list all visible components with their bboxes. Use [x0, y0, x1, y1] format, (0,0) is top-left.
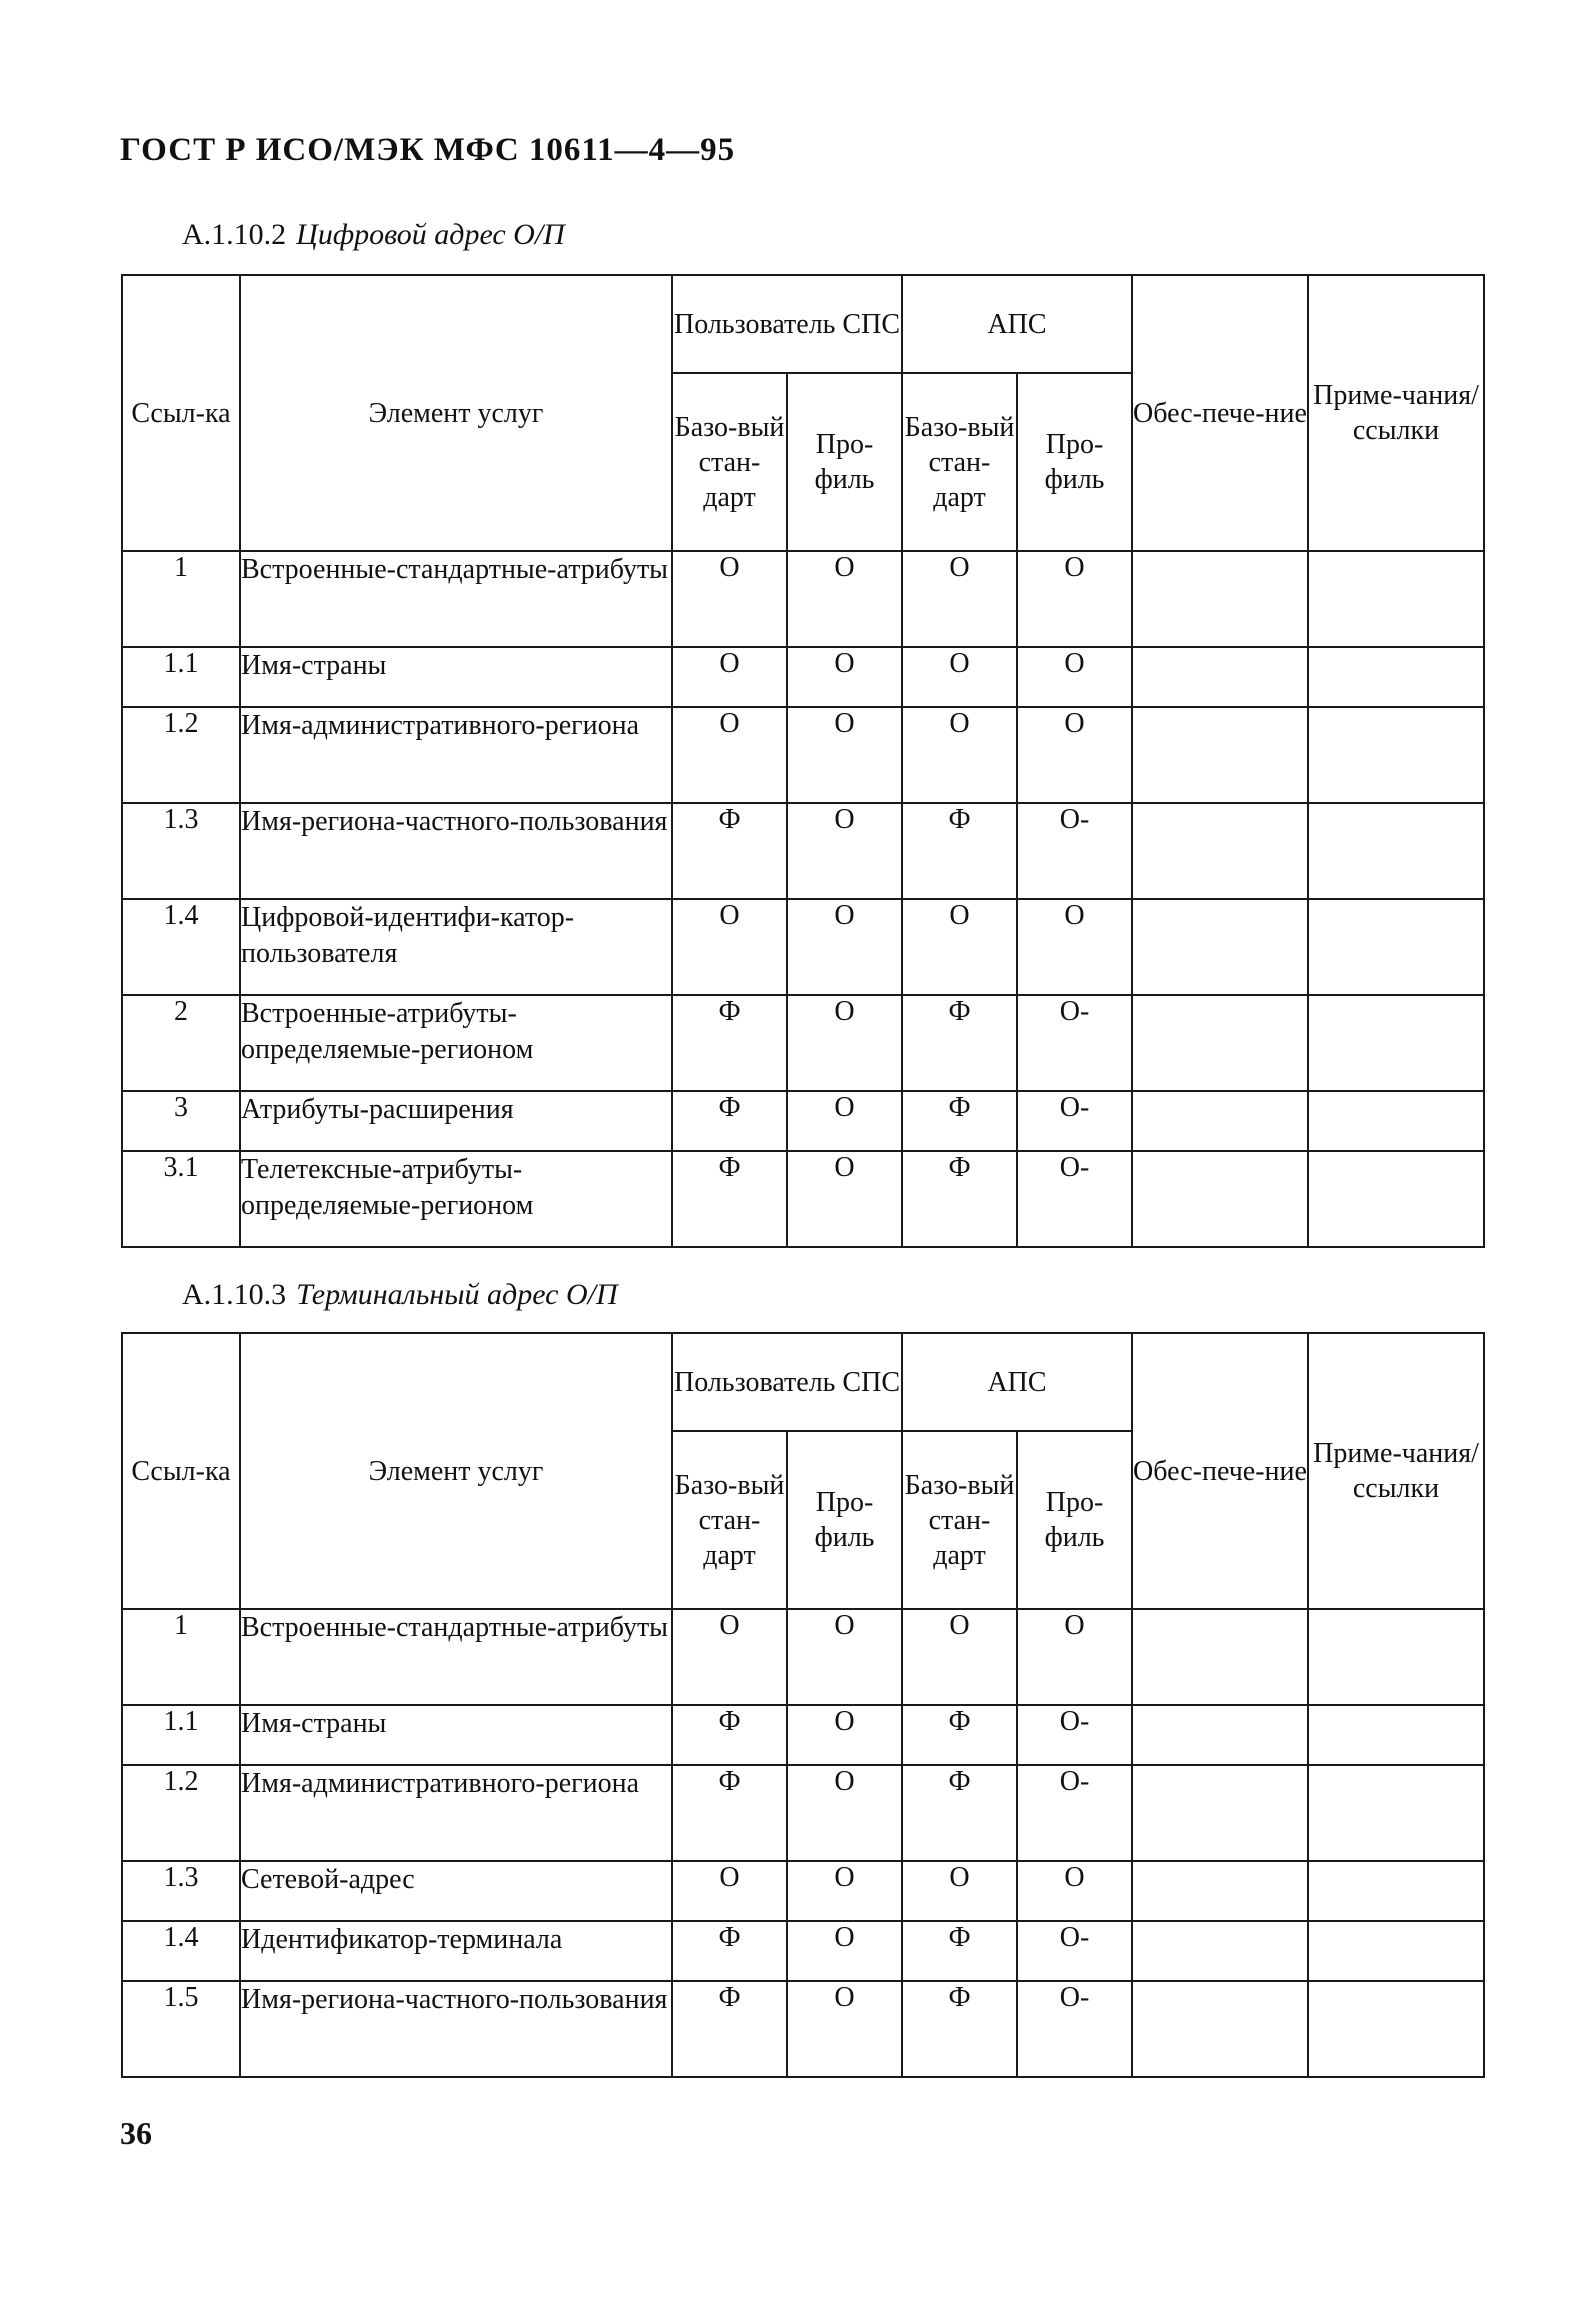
row-user-profile: О: [787, 647, 902, 707]
row-element: Идентификатор-терминала: [240, 1921, 672, 1981]
row-support: [1132, 1091, 1308, 1151]
row-support: [1132, 803, 1308, 899]
row-user-base: О: [672, 1609, 787, 1705]
row-ref: 1.5: [122, 1981, 240, 2077]
row-element: Атрибуты-расширения: [240, 1091, 672, 1151]
table-row: [122, 1765, 1484, 1861]
row-ref: 3.1: [122, 1151, 240, 1247]
row-notes: [1308, 1921, 1484, 1981]
row-user-base: Ф: [672, 1921, 787, 1981]
row-aps-profile: О-: [1017, 1151, 1132, 1247]
table2-name: Терминальный адрес О/П: [296, 1278, 618, 1311]
row-user-profile: О: [787, 1981, 902, 2077]
row-aps-profile: О: [1017, 647, 1132, 707]
table-row: [122, 803, 1484, 899]
row-user-base: О: [672, 1861, 787, 1921]
col-element-header: Элемент услуг: [240, 1333, 672, 1609]
row-support: [1132, 995, 1308, 1091]
row-support: [1132, 1921, 1308, 1981]
page-number: 36: [120, 2115, 152, 2151]
row-element: Сетевой-адрес: [240, 1861, 672, 1921]
table-row: [122, 707, 1484, 803]
row-ref: 1.4: [122, 899, 240, 995]
row-aps-profile: О: [1017, 1861, 1132, 1921]
row-notes: [1308, 1705, 1484, 1765]
row-ref: 1.1: [122, 647, 240, 707]
col-user-group-header: Пользователь СПС: [672, 1333, 902, 1431]
document-header: ГОСТ Р ИСО/МЭК МФС 10611—4—95: [120, 132, 736, 168]
row-notes: [1308, 1151, 1484, 1247]
col-aps-base-header: Базо-вый стан-дарт: [902, 373, 1017, 551]
row-notes: [1308, 1091, 1484, 1151]
row-user-profile: О: [787, 1861, 902, 1921]
row-aps-base: О: [902, 707, 1017, 803]
row-element: Имя-административного-региона: [240, 707, 672, 803]
row-user-profile: О: [787, 1091, 902, 1151]
row-support: [1132, 1151, 1308, 1247]
row-support: [1132, 551, 1308, 647]
row-user-profile: О: [787, 1151, 902, 1247]
col-user-base-header: Базо-вый стан-дарт: [672, 373, 787, 551]
row-aps-profile: О: [1017, 707, 1132, 803]
row-ref: 1.2: [122, 707, 240, 803]
row-aps-base: О: [902, 899, 1017, 995]
table2-title: [182, 1278, 618, 1312]
row-user-base: Ф: [672, 1765, 787, 1861]
row-user-profile: О: [787, 899, 902, 995]
row-aps-base: Ф: [902, 1705, 1017, 1765]
row-aps-profile: О-: [1017, 1705, 1132, 1765]
row-user-base: Ф: [672, 1151, 787, 1247]
row-ref: 3: [122, 1091, 240, 1151]
row-notes: [1308, 1861, 1484, 1921]
row-user-base: О: [672, 647, 787, 707]
row-aps-base: Ф: [902, 995, 1017, 1091]
row-user-base: Ф: [672, 995, 787, 1091]
table-row: [122, 1861, 1484, 1921]
row-aps-base: Ф: [902, 1981, 1017, 2077]
row-support: [1132, 1609, 1308, 1705]
row-aps-profile: О-: [1017, 1921, 1132, 1981]
table1-title: [182, 218, 565, 252]
table-terminal-address: [121, 1332, 1485, 2078]
col-aps-group-header: АПС: [902, 275, 1132, 373]
col-user-base-header: Базо-вый стан-дарт: [672, 1431, 787, 1609]
col-element-header: Элемент услуг: [240, 275, 672, 551]
row-notes: [1308, 1765, 1484, 1861]
row-element: Имя-страны: [240, 647, 672, 707]
row-aps-profile: О-: [1017, 803, 1132, 899]
col-ref-header: Ссыл-ка: [122, 275, 240, 551]
table-row: [122, 995, 1484, 1091]
table-digital-address: [121, 274, 1485, 1248]
table-row: [122, 1921, 1484, 1981]
table-row: [122, 1609, 1484, 1705]
col-aps-profile-header: Про-филь: [1017, 1431, 1132, 1609]
table-row: [122, 899, 1484, 995]
col-aps-group-header: АПС: [902, 1333, 1132, 1431]
row-support: [1132, 1705, 1308, 1765]
row-aps-base: О: [902, 647, 1017, 707]
row-user-base: Ф: [672, 1091, 787, 1151]
table-row: [122, 1705, 1484, 1765]
row-aps-profile: О: [1017, 1609, 1132, 1705]
row-user-base: Ф: [672, 803, 787, 899]
table1-name: Цифровой адрес О/П: [296, 218, 565, 251]
row-user-profile: О: [787, 1705, 902, 1765]
row-user-profile: О: [787, 707, 902, 803]
row-notes: [1308, 551, 1484, 647]
row-aps-base: О: [902, 551, 1017, 647]
row-ref: 1.3: [122, 1861, 240, 1921]
row-ref: 1.1: [122, 1705, 240, 1765]
row-user-profile: О: [787, 1765, 902, 1861]
table-row: [122, 551, 1484, 647]
row-user-base: О: [672, 899, 787, 995]
col-aps-profile-header: Про-филь: [1017, 373, 1132, 551]
row-aps-base: Ф: [902, 1091, 1017, 1151]
row-notes: [1308, 707, 1484, 803]
row-ref: 1: [122, 551, 240, 647]
col-support-header: Обес-пече-ние: [1132, 275, 1308, 551]
row-notes: [1308, 647, 1484, 707]
row-user-base: О: [672, 707, 787, 803]
row-support: [1132, 1765, 1308, 1861]
row-element: Встроенные-атрибуты-определяемые-регионом: [240, 995, 672, 1091]
row-element: Телетексные-атрибуты-определяемые-регионом: [240, 1151, 672, 1247]
row-support: [1132, 707, 1308, 803]
col-notes-header: Приме-чания/ ссылки: [1308, 275, 1484, 551]
table-row: [122, 1981, 1484, 2077]
row-user-base: Ф: [672, 1981, 787, 2077]
row-element: Цифровой-идентифи-катор-пользователя: [240, 899, 672, 995]
row-user-profile: О: [787, 551, 902, 647]
row-user-base: Ф: [672, 1705, 787, 1765]
row-aps-base: О: [902, 1861, 1017, 1921]
row-element: Имя-региона-частного-пользования: [240, 1981, 672, 2077]
row-notes: [1308, 899, 1484, 995]
row-user-profile: О: [787, 1609, 902, 1705]
row-user-profile: О: [787, 1921, 902, 1981]
row-element: Встроенные-стандартные-атрибуты: [240, 551, 672, 647]
row-aps-profile: О-: [1017, 1981, 1132, 2077]
row-aps-base: Ф: [902, 803, 1017, 899]
row-notes: [1308, 803, 1484, 899]
row-element: Встроенные-стандартные-атрибуты: [240, 1609, 672, 1705]
table1-number: А.1.10.2: [182, 218, 287, 251]
col-aps-base-header: Базо-вый стан-дарт: [902, 1431, 1017, 1609]
row-aps-profile: О-: [1017, 995, 1132, 1091]
row-aps-profile: О: [1017, 899, 1132, 995]
row-notes: [1308, 1609, 1484, 1705]
row-aps-profile: О-: [1017, 1091, 1132, 1151]
row-aps-base: Ф: [902, 1765, 1017, 1861]
row-ref: 2: [122, 995, 240, 1091]
row-support: [1132, 1981, 1308, 2077]
row-element: Имя-региона-частного-пользования: [240, 803, 672, 899]
row-user-profile: О: [787, 803, 902, 899]
row-ref: 1.4: [122, 1921, 240, 1981]
row-ref: 1.2: [122, 1765, 240, 1861]
col-notes-header: Приме-чания/ ссылки: [1308, 1333, 1484, 1609]
col-user-group-header: Пользователь СПС: [672, 275, 902, 373]
row-aps-base: О: [902, 1609, 1017, 1705]
row-aps-profile: О: [1017, 551, 1132, 647]
table-row: [122, 647, 1484, 707]
col-ref-header: Ссыл-ка: [122, 1333, 240, 1609]
col-user-profile-header: Про-филь: [787, 1431, 902, 1609]
row-aps-profile: О-: [1017, 1765, 1132, 1861]
col-support-header: Обес-пече-ние: [1132, 1333, 1308, 1609]
table-row: [122, 1151, 1484, 1247]
table2-number: А.1.10.3: [182, 1278, 287, 1311]
row-ref: 1.3: [122, 803, 240, 899]
row-support: [1132, 1861, 1308, 1921]
row-element: Имя-административного-региона: [240, 1765, 672, 1861]
row-user-base: О: [672, 551, 787, 647]
row-aps-base: Ф: [902, 1921, 1017, 1981]
row-element: Имя-страны: [240, 1705, 672, 1765]
row-notes: [1308, 995, 1484, 1091]
table-row: [122, 1091, 1484, 1151]
row-ref: 1: [122, 1609, 240, 1705]
row-notes: [1308, 1981, 1484, 2077]
col-user-profile-header: Про-филь: [787, 373, 902, 551]
row-support: [1132, 647, 1308, 707]
row-user-profile: О: [787, 995, 902, 1091]
row-support: [1132, 899, 1308, 995]
row-aps-base: Ф: [902, 1151, 1017, 1247]
